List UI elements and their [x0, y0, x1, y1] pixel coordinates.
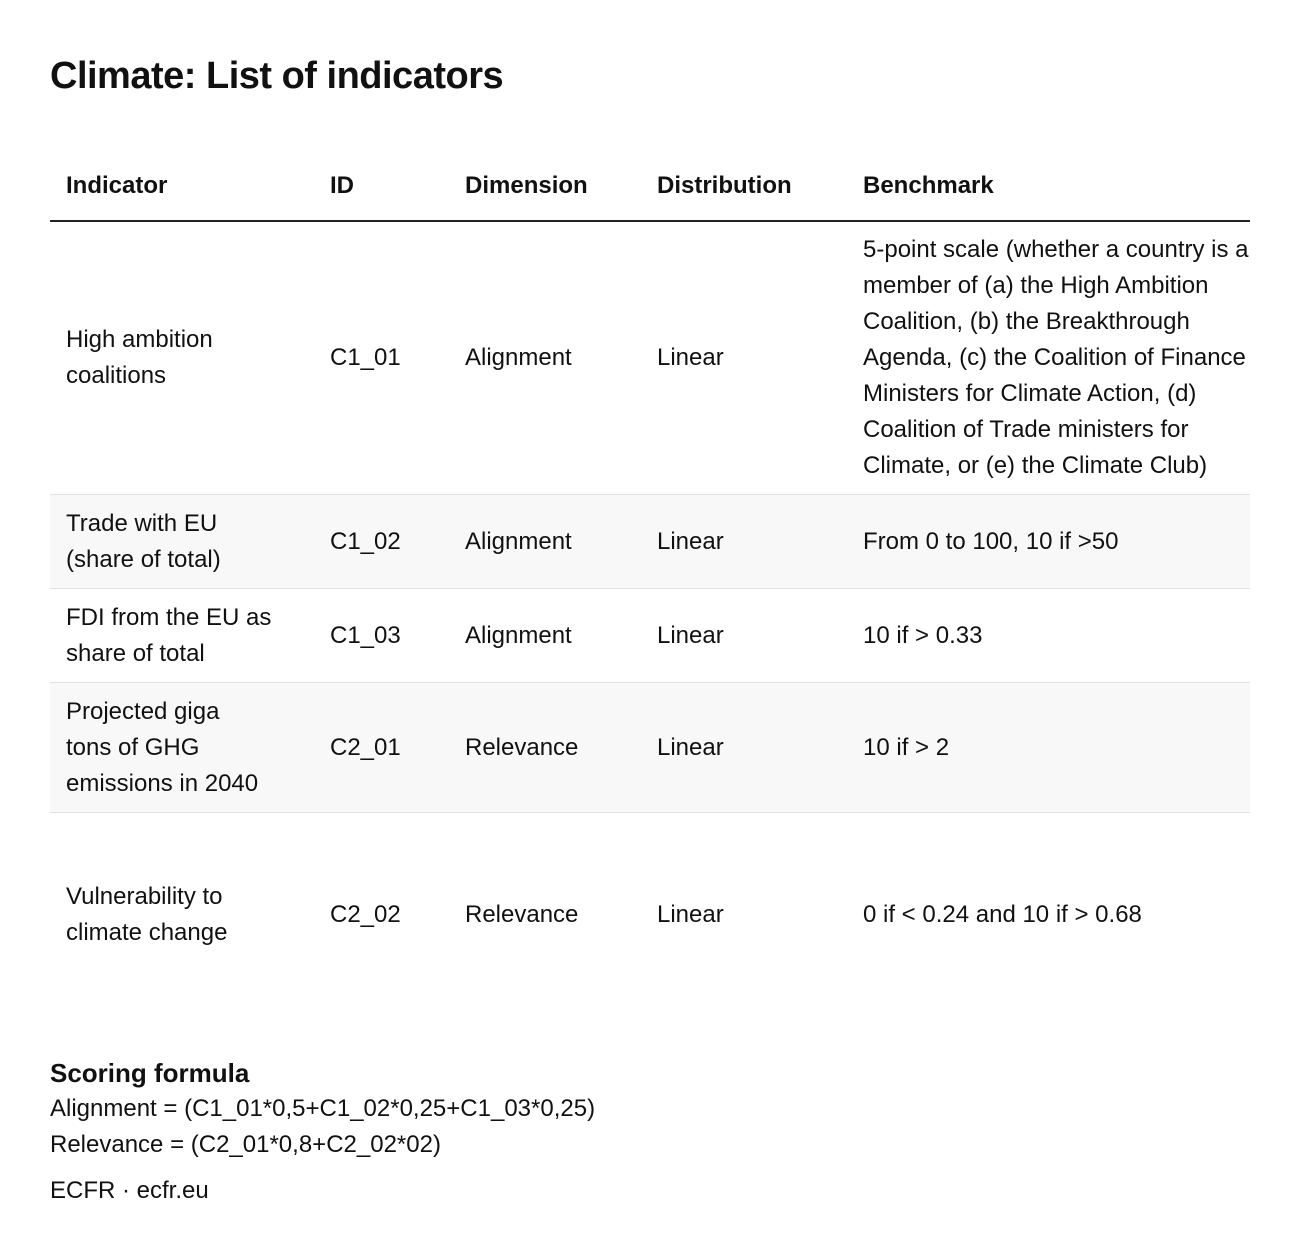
header-benchmark: Benchmark [847, 152, 1250, 221]
id-cell: C1_02 [314, 495, 449, 589]
benchmark-line: 10 if > 2 [863, 733, 950, 761]
distribution-cell: Linear [641, 589, 847, 683]
indicator-line: Vulnerability to [66, 883, 223, 910]
indicator-line: High ambition [66, 326, 213, 353]
benchmark-cell [847, 813, 1250, 1018]
benchmark-cell [847, 221, 1250, 495]
benchmark-line: Coalition of Trade ministers for [863, 416, 1189, 443]
indicator-line: coalitions [66, 362, 167, 389]
benchmark-line: 5-point scale (whether a country is a [863, 236, 1249, 263]
indicator-cell [50, 683, 314, 813]
benchmark-line: Agenda, (c) the Coalition of Finance [863, 344, 1246, 371]
dimension-cell: Alignment [449, 221, 641, 495]
dimension-cell: Alignment [449, 495, 641, 589]
indicator-line: (share of total) [66, 545, 221, 573]
table-row [50, 495, 1250, 589]
page-title: Climate: List of indicators [50, 55, 504, 97]
benchmark-line: Ministers for Climate Action, (d) [863, 380, 1197, 407]
dimension-cell: Relevance [449, 683, 641, 813]
indicator-line: climate change [66, 919, 228, 946]
benchmark-line: member of (a) the High Ambition [863, 272, 1209, 299]
id-cell: C2_02 [330, 901, 401, 928]
distribution-cell: Linear [641, 495, 847, 589]
id-cell: C1_01 [314, 221, 449, 495]
indicator-line: tons of GHG [66, 733, 200, 761]
indicator-cell [50, 495, 314, 589]
relevance-formula: Relevance = (C2_01*0,8+C2_02*02) [50, 1131, 441, 1158]
benchmark-line: Climate, or (e) the Climate Club) [863, 452, 1208, 479]
benchmark-cell [847, 589, 1250, 683]
indicator-table-wrapper [50, 152, 1250, 1017]
benchmark-line: 10 if > 0.33 [863, 621, 983, 649]
table-row [50, 589, 1250, 683]
table-row [50, 813, 1250, 1018]
benchmark-cell [847, 495, 1250, 589]
table-header-row [50, 152, 1250, 221]
indicator-line: emissions in 2040 [66, 769, 259, 797]
header-dimension: Dimension [449, 152, 641, 221]
indicator-cell [50, 221, 314, 495]
benchmark-line: 0 if < 0.24 and 10 if > 0.68 [863, 901, 1142, 928]
scoring-formula-title: Scoring formula [50, 1058, 250, 1088]
benchmark-line: Coalition, (b) the Breakthrough [863, 308, 1190, 335]
indicator-line: share of total [66, 639, 205, 667]
scoring-formula [50, 1055, 1250, 1163]
distribution-cell: Linear [641, 221, 847, 495]
indicator-table [50, 152, 1250, 1017]
dimension-cell: Alignment [449, 589, 641, 683]
table-row [50, 683, 1250, 813]
header-indicator: Indicator [50, 152, 314, 221]
indicator-cell [50, 813, 314, 1018]
indicator-line: Projected giga [66, 697, 220, 725]
indicator-line: FDI from the EU as [66, 603, 272, 631]
table-row [50, 221, 1250, 495]
distribution-cell: Linear [641, 683, 847, 813]
dimension-cell: Relevance [465, 901, 579, 928]
header-id: ID [314, 152, 449, 221]
indicator-line: Trade with EU [66, 509, 218, 537]
benchmark-line: From 0 to 100, 10 if >50 [863, 527, 1119, 555]
alignment-formula: Alignment = (C1_01*0,5+C1_02*0,25+C1_03*0,25) [50, 1095, 596, 1122]
header-distribution: Distribution [641, 152, 847, 221]
distribution-cell: Linear [657, 901, 724, 928]
id-cell: C1_03 [314, 589, 449, 683]
benchmark-cell [847, 683, 1250, 813]
indicator-cell [50, 589, 314, 683]
id-cell: C2_01 [314, 683, 449, 813]
source-credit: ECFR · ecfr.eu [50, 1177, 209, 1204]
